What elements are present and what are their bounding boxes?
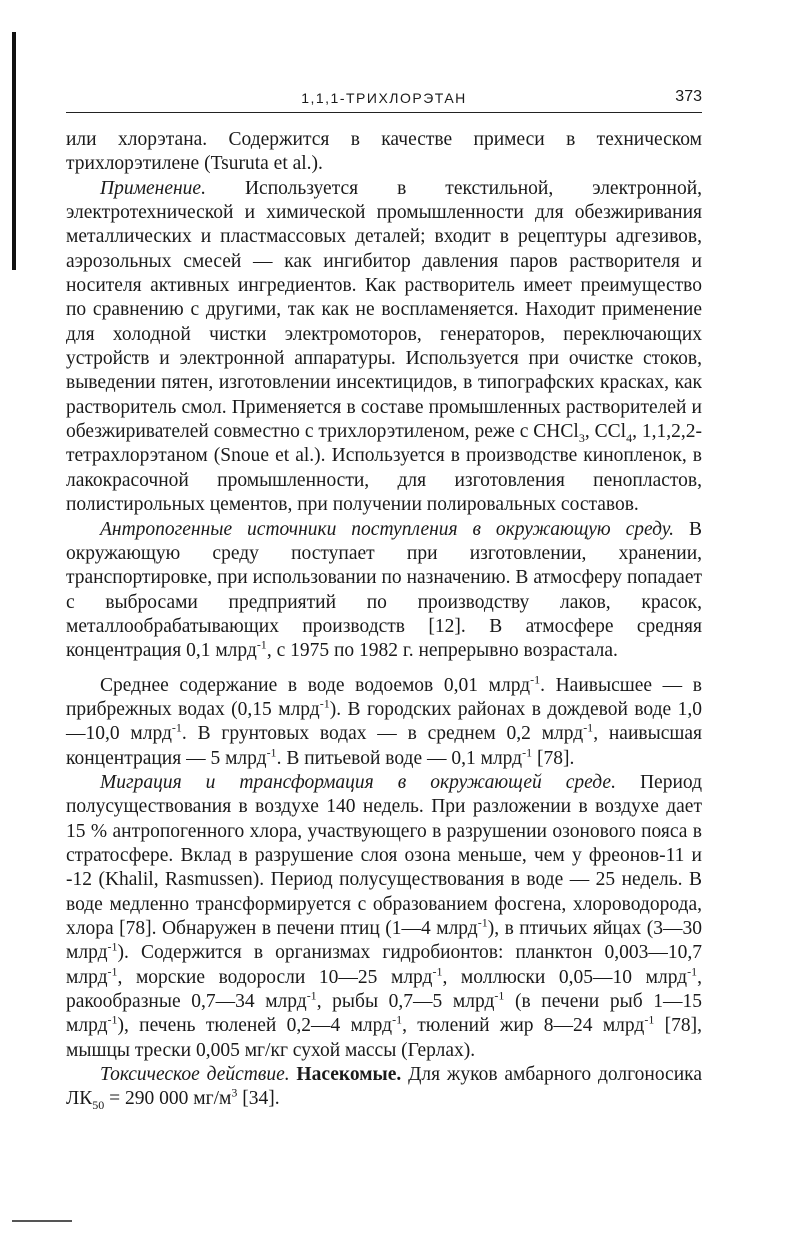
- text-fragment: = 290 000 мг/м: [104, 1088, 232, 1110]
- text-fragment: [78], мышцы трески 0,005 мг/кг сухой массы (Герлах).: [66, 1015, 702, 1061]
- text-fragment: , 1,1,2,2-тетрахлорэтаном (Snoue et al.). Используется в производстве кинопленок, в лакокрасочной промышленности, для изготовления пенопластов, полистирольных цементов, при получении полировальных составов.: [66, 421, 703, 516]
- subscript: 3: [578, 431, 585, 446]
- superscript: -1: [522, 745, 533, 760]
- text-fragment: ), печень тюленей 0,2—4 млрд: [117, 1015, 393, 1037]
- text-fragment: Среднее содержание в воде водоемов 0,01 млрд: [100, 674, 531, 696]
- paragraph-sources: [66, 518, 702, 664]
- superscript: -1: [256, 637, 267, 652]
- section-lead-toxic: Токсическое действие.: [100, 1064, 290, 1086]
- text-fragment: , ракообразные 0,7—34 млрд: [66, 966, 702, 1013]
- text-fragment: Используется в текстильной, электронной, электротехнической и химической промышленности для обезжиривания металлических и пластмассовых деталей; входит в рецептуры адгезивов, аэрозольных смесей — как ингибитор давления паров растворителя и носителя активных ингредиентов. Как растворитель имеет преимущество по сравнению с другими, так как не воспламеняется. Находит применение для холодной чистки электромоторов, генераторов, переключающих устройств и электронной аппаратуры. Используется при очистке стоков, выведении пятен, изготовлении инсектицидов, в типографских красках, как растворитель смол. Применяется в составе промышленных растворителей и обезжиривателей совместно с трихлорэтиленом, реже с CHCl: [66, 177, 702, 443]
- body-text: [66, 128, 702, 1112]
- text-fragment: , тюлений жир 8—24 млрд: [402, 1015, 645, 1037]
- paragraph-continuation: или хлорэтана. Содержится в качестве примеси в техническом трихлорэтилене (Tsuruta et al.).: [66, 129, 702, 175]
- superscript: -1: [583, 720, 594, 735]
- text-fragment: [34].: [237, 1088, 280, 1110]
- text-fragment: ), в птичьих яйцах (3—30 млрд: [66, 918, 702, 964]
- text-fragment: [78].: [532, 747, 575, 769]
- text-fragment: . В грунтовых водах — в среднем 0,2 млрд: [181, 723, 584, 745]
- superscript: -1: [107, 939, 118, 954]
- superscript: -1: [306, 988, 317, 1003]
- text-fragment: В окружающую среду поступает при изготовлении, хранении, транспортировке, при использовании по назначению. В атмосферу попадает с выбросами предприятий по производству лаков, красок, металлообрабатывающих производств [12]. В атмосфере средняя концентрация 0,1 млрд: [66, 518, 702, 662]
- text-fragment: ). В городских районах в дождевой воде 1,0—10,0 млрд: [66, 698, 702, 745]
- text-fragment: , морские водоросли 10—25 млрд: [117, 966, 433, 988]
- text-fragment: , с 1975 по 1982 г. непрерывно возрастала.: [266, 640, 618, 662]
- text-fragment: . Наивысшее — в прибрежных водах (0,15 млрд: [66, 674, 702, 720]
- superscript: -1: [107, 964, 118, 979]
- superscript: -1: [530, 672, 541, 687]
- superscript: -1: [319, 696, 330, 711]
- page-header: [66, 86, 702, 113]
- superscript: -1: [477, 915, 488, 930]
- section-lead-migration: Миграция и трансформация в окружающей среде.: [100, 771, 616, 793]
- paragraph-migration: [66, 771, 702, 1063]
- paragraph-water-content: [66, 674, 702, 771]
- page-number: 373: [675, 88, 702, 105]
- section-lead-application: Применение.: [100, 177, 206, 199]
- superscript: -1: [266, 745, 277, 760]
- text-fragment: , рыбы 0,7—5 млрд: [316, 991, 495, 1013]
- text-fragment: . В питьевой воде — 0,1 млрд: [276, 747, 523, 769]
- superscript: -1: [107, 1012, 118, 1027]
- superscript: -1: [494, 988, 505, 1003]
- superscript: -1: [644, 1012, 655, 1027]
- superscript: -1: [432, 964, 443, 979]
- text-fragment: , CCl: [584, 421, 627, 443]
- page-edge-bar: [12, 32, 16, 270]
- text-fragment: , наивысшая концентрация — 5 млрд: [66, 723, 702, 769]
- text-fragment: Для жуков амбарного долгоносика ЛК: [66, 1064, 702, 1110]
- text-fragment: (в печени рыб 1—15 млрд: [66, 991, 702, 1037]
- superscript: -1: [392, 1012, 403, 1027]
- superscript: -1: [687, 964, 698, 979]
- superscript: -1: [171, 720, 182, 735]
- text-fragment: ). Содержится в организмах гидробионтов: планктон 0,003—10,7 млрд: [66, 942, 702, 988]
- text-fragment: Период полусуществования в воздухе 140 недель. При разложении в воздухе дает 15 % антропогенного хлора, участвующего в разрушении озонового пояса в стратосфере. Вклад в разрушение слоя озона меньше, чем у фреонов-11 и -12 (Khalil, Rasmussen). Период полусуществования в воде — 25 недель. В воде медленно трансформируется с образованием фосгена, хлороводорода, хлора [78]. Обнаружен в печени птиц (1—4 млрд: [66, 771, 702, 939]
- subscript: 4: [626, 431, 633, 446]
- paragraph-application: [66, 177, 702, 518]
- section-lead-sources: Антропогенные источники поступления в окружающую среду.: [100, 518, 675, 540]
- subsection-insects: Насекомые.: [289, 1064, 402, 1086]
- text-fragment: , моллюски 0,05—10 млрд: [442, 966, 688, 988]
- page-edge-mark: [12, 1220, 72, 1222]
- subscript: 50: [92, 1098, 105, 1113]
- superscript: 3: [231, 1085, 238, 1100]
- paragraph-toxic-action: [66, 1063, 702, 1112]
- running-title: 1,1,1-ТРИХЛОРЭТАН: [301, 90, 467, 106]
